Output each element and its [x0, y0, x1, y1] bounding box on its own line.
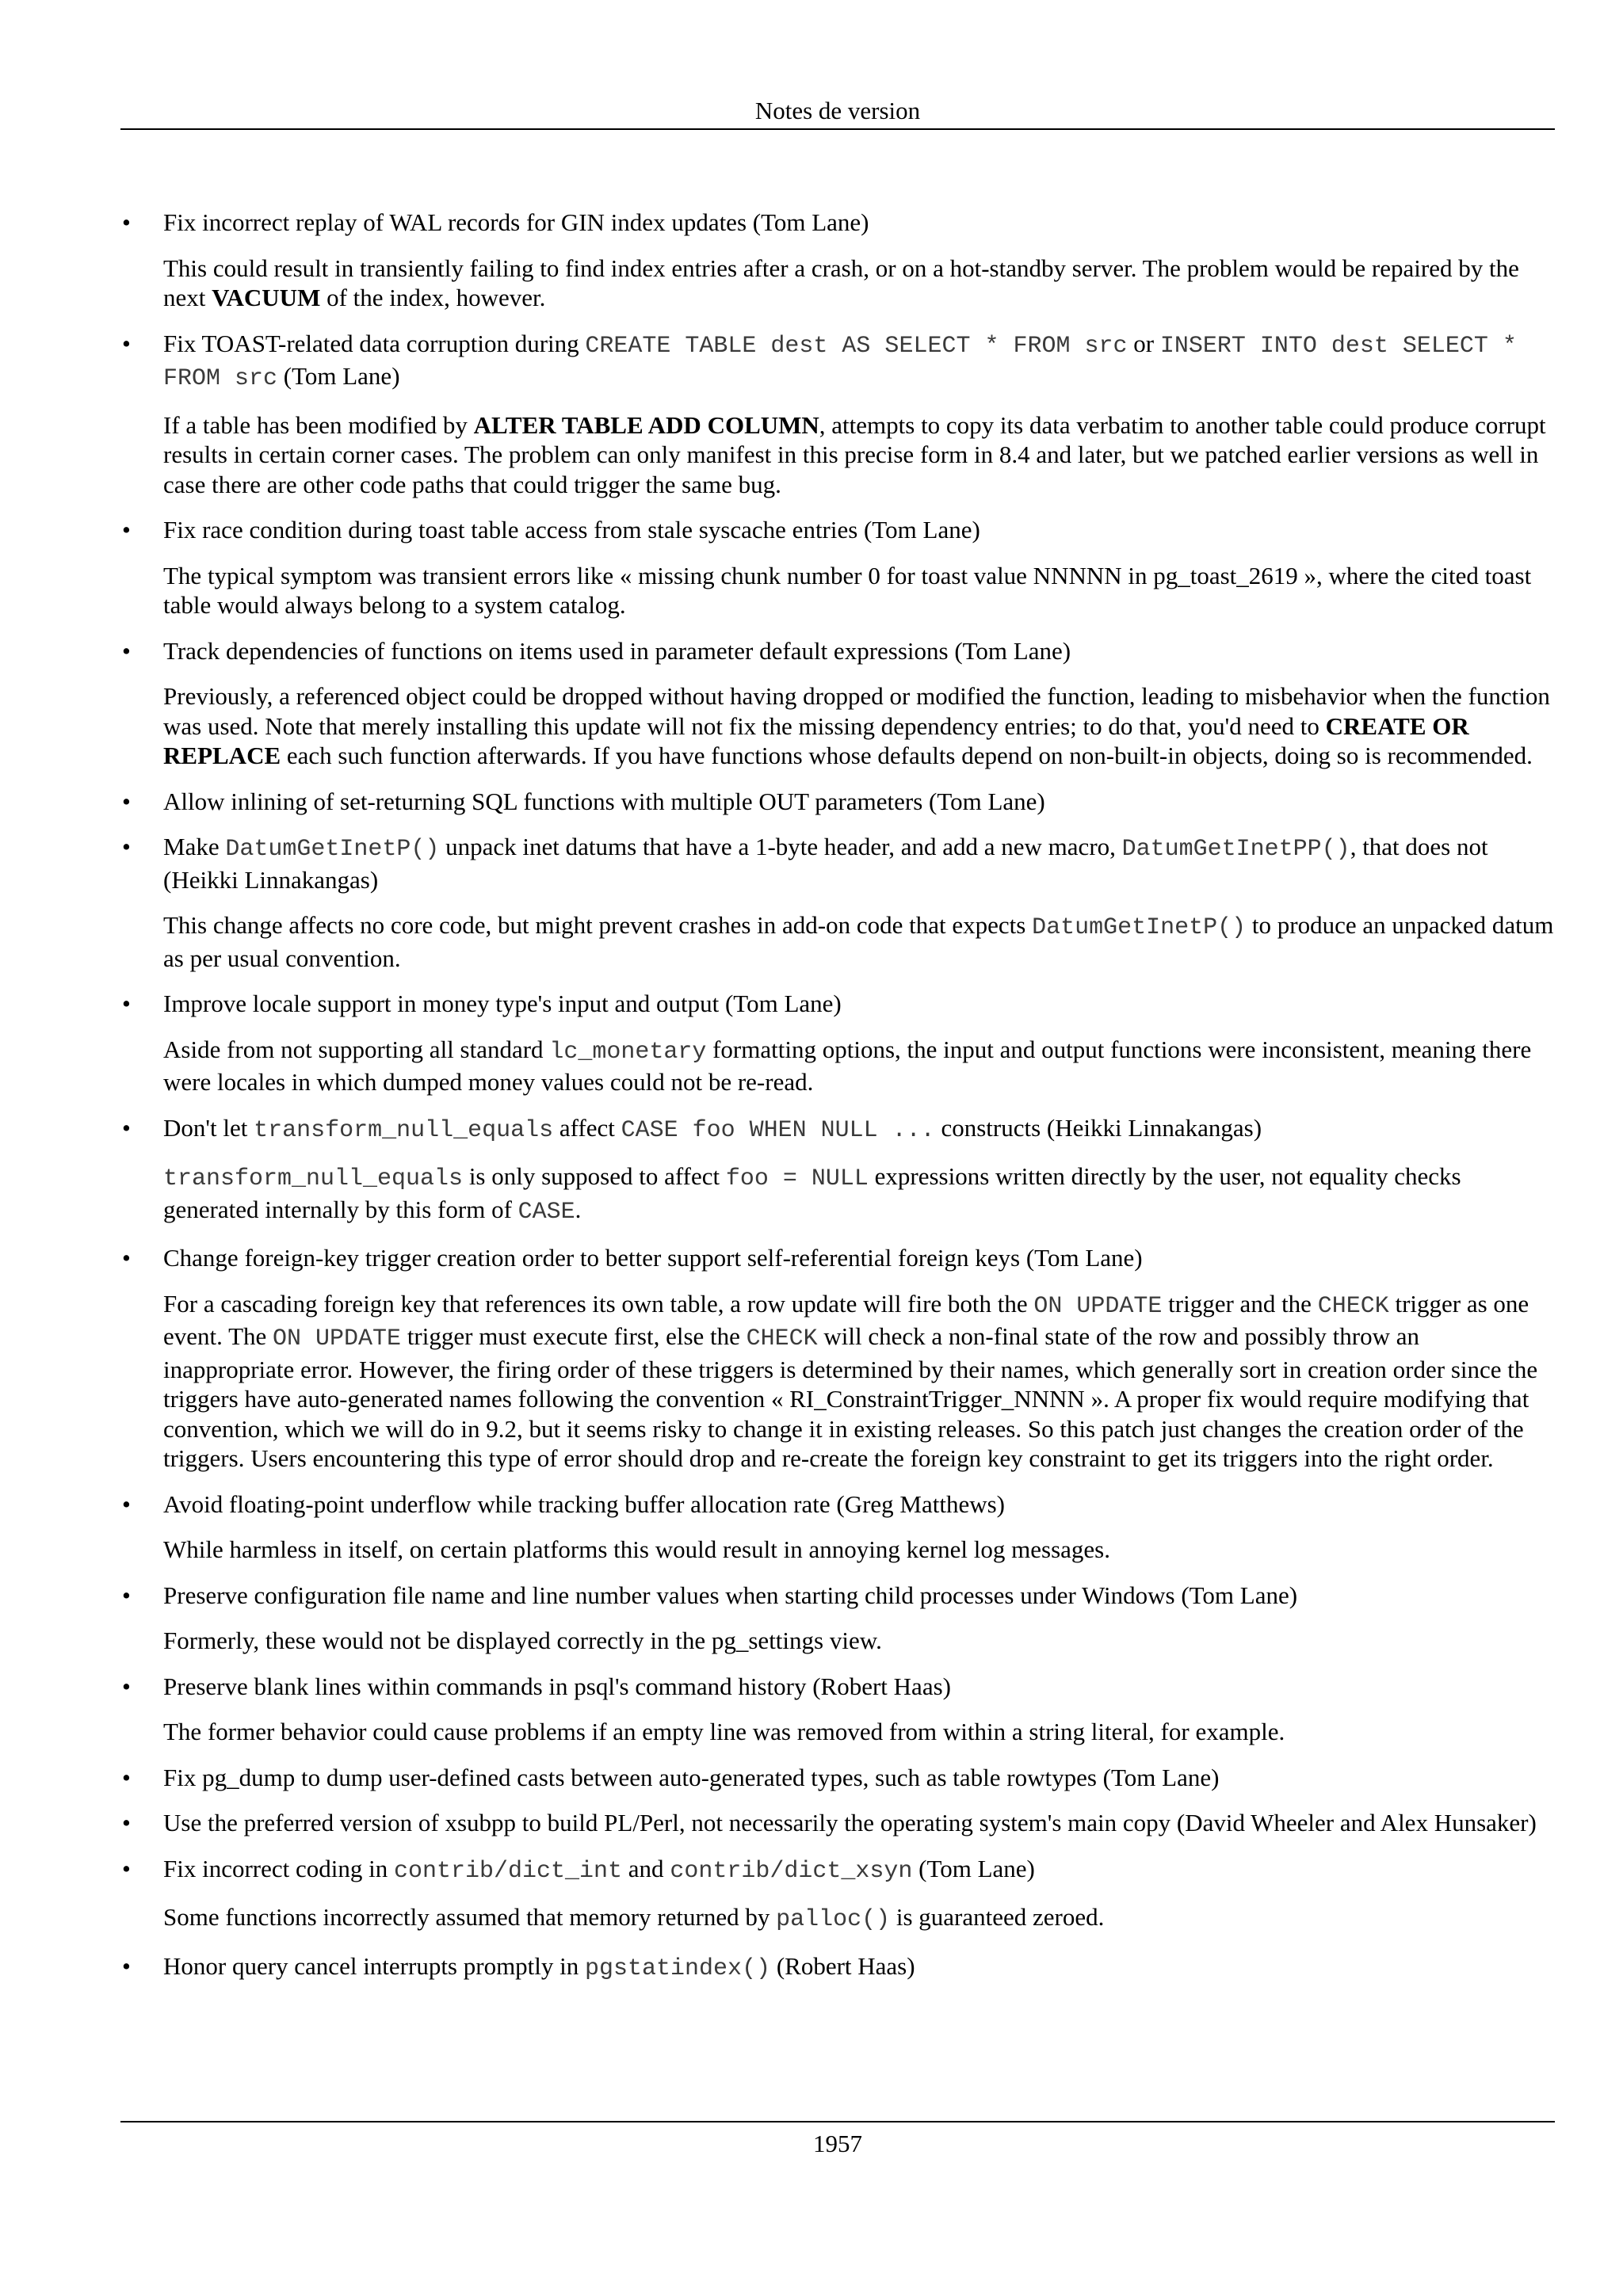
item-title: Preserve configuration file name and line number values when starting child processes under Windows (Tom Lane): [163, 1581, 1298, 1609]
code-literal: pgstatindex(): [585, 1955, 771, 1982]
list-item: [120, 329, 1555, 500]
code-literal: transform_null_equals: [254, 1116, 554, 1144]
item-description: If a table has been modified by ALTER TABLE ADD COLUMN, attempts to copy its data verbatim to another table could produce corrupt results in certain corner cases. The problem can only manifest in this precise form in 8.4 and later, but we patched earlier versions as well in case there are other code paths that could trigger the same bug.: [163, 410, 1546, 498]
item-description: Some functions incorrectly assumed that memory returned by palloc() is guaranteed zeroed.: [163, 1903, 1105, 1933]
item-title: Fix incorrect replay of WAL records for GIN index updates (Tom Lane): [163, 208, 869, 236]
list-item: [120, 515, 1555, 620]
code-literal: contrib/dict_int: [394, 1857, 623, 1885]
list-item: [120, 787, 1555, 817]
code-literal: transform_null_equals: [163, 1165, 464, 1192]
page-header: Notes de version: [754, 97, 921, 124]
code-literal: CASE: [517, 1198, 575, 1226]
code-literal: ON UPDATE: [1033, 1292, 1163, 1320]
bullet: •: [122, 1854, 131, 1882]
item-description: transform_null_equals is only supposed to affect foo = NULL expressions written directly by the user, not equality checks generated internally by this form of CASE.: [163, 1162, 1461, 1226]
item-description: The former behavior could cause problems if an empty line was removed from within a string literal, for example.: [163, 1718, 1285, 1745]
item-title: Don't let transform_null_equals affect CASE foo WHEN NULL ... constructs (Heikki Linnakangas): [163, 1113, 1262, 1144]
bullet: •: [122, 1763, 131, 1791]
list-item: [120, 1808, 1555, 1838]
item-title: Use the preferred version of xsubpp to build PL/Perl, not necessarily the operating system's main copy (David Wheeler and Alex Hunsaker): [163, 1809, 1537, 1836]
item-title: Allow inlining of set-returning SQL functions with multiple OUT parameters (Tom Lane): [163, 787, 1045, 815]
code-literal: CREATE TABLE dest AS SELECT * FROM src: [585, 332, 1128, 360]
command-name: CREATE OR REPLACE: [163, 711, 1469, 769]
item-title: Honor query cancel interrupts promptly in pgstatindex() (Robert Haas): [163, 1951, 915, 1982]
item-title: Fix race condition during toast table access from stale syscache entries (Tom Lane): [163, 516, 980, 543]
code-literal: DatumGetInetPP(): [1121, 836, 1350, 863]
bullet: •: [122, 1809, 131, 1836]
bullet: •: [122, 990, 131, 1017]
item-description: Aside from not supporting all standard lc_monetary formatting options, the input and output functions were inconsistent, meaning there were locales in which dumped money values could not be re-read.: [163, 1035, 1532, 1096]
item-description: Formerly, these would not be displayed correctly in the pg_settings view.: [163, 1627, 882, 1654]
item-title: Fix TOAST-related data corruption during CREATE TABLE dest AS SELECT * FROM src or INSERT INTO dest SELECT * FROM src (Tom Lane): [163, 329, 1517, 392]
command-name: ALTER TABLE ADD COLUMN: [473, 410, 819, 439]
item-description: The typical symptom was transient errors like « missing chunk number 0 for toast value NNNNN in pg_toast_2619 », where the cited toast table would always belong to a system catalog.: [163, 561, 1532, 619]
item-title: Make DatumGetInetP() unpack inet datums that have a 1-byte header, and add a new macro, DatumGetInetPP(), that does not (Heikki Linnakangas): [163, 833, 1488, 894]
bullet: •: [122, 516, 131, 543]
bullet: •: [122, 1244, 131, 1272]
item-description: Previously, a referenced object could be dropped without having dropped or modified the function, leading to misbehavior when the function was used. Note that merely installing this update will not fix the missing dependency entries; to do that, you'd need to CREATE OR REPLACE each such function afterwards. If you have functions whose defaults depend on non-built-in objects, doing so is recommended.: [163, 682, 1550, 769]
code-literal: palloc(): [776, 1906, 891, 1933]
list-item: [120, 208, 1555, 313]
item-title: Track dependencies of functions on items used in parameter default expressions (Tom Lane): [163, 636, 1071, 665]
code-literal: CHECK: [1317, 1292, 1389, 1320]
list-item: [120, 1951, 1555, 1985]
code-literal: foo = NULL: [725, 1165, 869, 1192]
item-description: This could result in transiently failing to find index entries after a crash, or on a hot-standby server. The problem would be repaired by the next VACUUM of the index, however.: [163, 254, 1519, 311]
item-title: Fix pg_dump to dump user-defined casts between auto-generated types, such as table rowtypes (Tom Lane): [163, 1763, 1220, 1791]
bullet: •: [122, 833, 131, 860]
list-item: [120, 1672, 1555, 1747]
command-name: VACUUM: [212, 284, 321, 311]
bullet: •: [122, 636, 131, 665]
code-literal: lc_monetary: [549, 1038, 707, 1066]
list-item: [120, 636, 1555, 771]
header-rule: [120, 128, 1555, 130]
bullet: •: [122, 208, 131, 236]
item-description: While harmless in itself, on certain platforms this would result in annoying kernel log messages.: [163, 1535, 1110, 1563]
code-literal: CHECK: [746, 1325, 818, 1352]
bullet: •: [122, 1489, 131, 1518]
list-item: [120, 1763, 1555, 1793]
bullet: •: [122, 1581, 131, 1609]
item-title: Avoid floating-point underflow while tracking buffer allocation rate (Greg Matthews): [163, 1489, 1005, 1518]
bullet: •: [122, 1113, 131, 1142]
footer-rule: [120, 2121, 1555, 2122]
list-item: [120, 832, 1555, 973]
item-description: For a cascading foreign key that references its own table, a row update will fire both the ON UPDATE trigger and the CHECK trigger as one event. The ON UPDATE trigger must execute first, else the CHECK will check a non-final state of the row and possibly throw an inappropriate error. However, the firing order of these triggers is determined by their names, which generally sort in creation order since the triggers have auto-generated names following the convention « RI_ConstraintTrigger_NNNN ». A proper fix would require modifying that convention, which we will do in 9.2, but it seems risky to change it in existing releases. So this patch just changes the creation order of the triggers. Users encountering this type of error should drop and re-create the foreign key constraint to get its triggers into the right order.: [163, 1289, 1538, 1472]
list-item: [120, 1489, 1555, 1565]
list-item: [120, 1243, 1555, 1474]
item-title: Preserve blank lines within commands in psql's command history (Robert Haas): [163, 1672, 951, 1700]
item-title: Fix incorrect coding in contrib/dict_int and contrib/dict_xsyn (Tom Lane): [163, 1854, 1035, 1885]
item-title: Change foreign-key trigger creation order to better support self-referential foreign keys (Tom Lane): [163, 1244, 1143, 1272]
list-item: [120, 1581, 1555, 1656]
list-item: [120, 1854, 1555, 1936]
item-description: This change affects no core code, but might prevent crashes in add-on code that expects DatumGetInetP() to produce an unpacked datum as per usual convention.: [163, 911, 1554, 972]
list-item: [120, 1113, 1555, 1228]
code-literal: DatumGetInetP(): [225, 836, 440, 863]
bullet: •: [122, 1672, 131, 1700]
bullet: •: [122, 329, 131, 357]
code-literal: DatumGetInetP(): [1032, 914, 1247, 941]
page-number: 1957: [813, 2130, 862, 2157]
code-literal: contrib/dict_xsyn: [670, 1857, 913, 1885]
bullet: •: [122, 1951, 131, 1980]
release-notes-list: [120, 208, 1555, 2000]
list-item: [120, 989, 1555, 1097]
code-literal: CASE foo WHEN NULL ...: [621, 1116, 935, 1144]
code-literal: ON UPDATE: [273, 1325, 402, 1352]
bullet: •: [122, 787, 131, 815]
item-title: Improve locale support in money type's input and output (Tom Lane): [163, 990, 842, 1017]
code-literal: INSERT INTO dest SELECT * FROM src: [163, 332, 1517, 392]
